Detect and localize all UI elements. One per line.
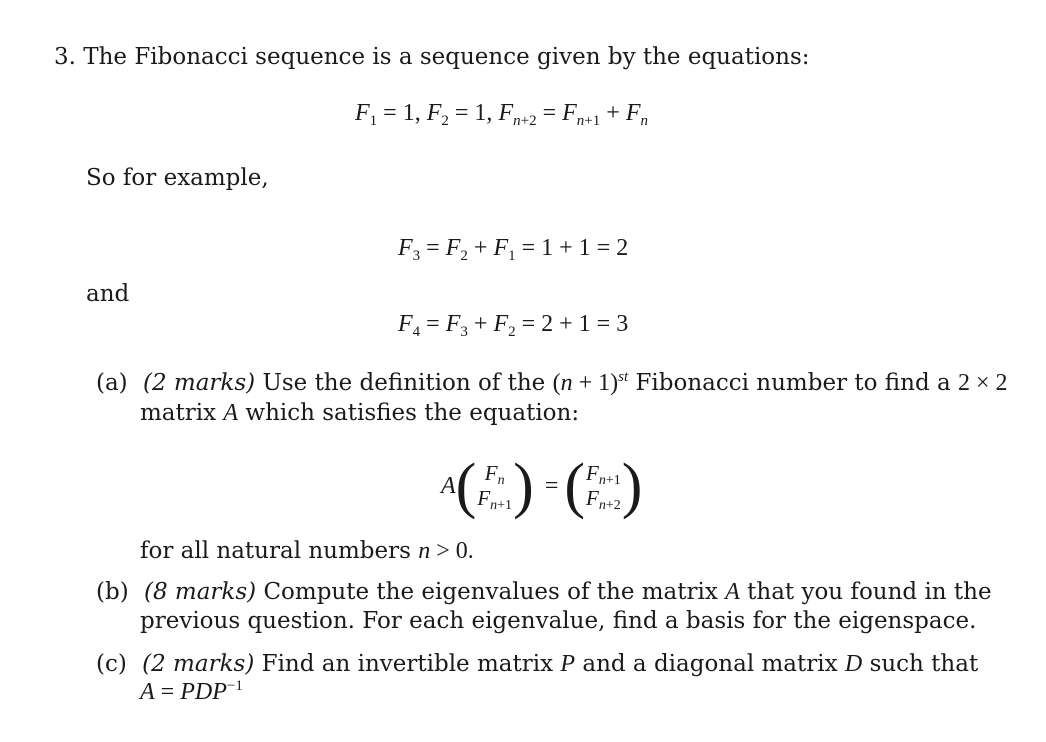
- left-paren-1: (: [455, 452, 477, 520]
- problem-number: 3.: [54, 44, 76, 70]
- part-a-after-eq: for all natural numbers: [140, 538, 411, 564]
- f3-equation: $F_3 = F_2 + F_1 = 1 + 1 = 2$: [398, 235, 629, 264]
- part-c-label: (c): [96, 651, 127, 677]
- equals-sign: =: [544, 473, 559, 499]
- part-c-line1a: Find an invertible matrix: [261, 651, 554, 677]
- part-b-marks: (8 marks): [143, 579, 257, 605]
- part-b-label: (b): [96, 579, 129, 605]
- part-c-line-1: (c) (2 marks) Find an invertible matrix P and a diagonal matrix D such that: [96, 651, 979, 677]
- part-a-line-1: [96, 368, 1008, 398]
- and-word: and: [86, 281, 130, 307]
- f4-equation: $F_4 = F_3 + F_2 = 2 + 1 = 3$: [398, 311, 629, 340]
- part-b-line-1: (b) (8 marks) Compute the eigenvalues of the matrix A that you found in the: [96, 579, 992, 605]
- fibonacci-definition-equation: $F_1 = 1$, $F_2 = 1$, $F_{n+2} = F_{n+1} + F_n$: [355, 100, 648, 129]
- part-b-line1: Compute the eigenvalues of the matrix: [263, 579, 718, 605]
- vector-right: $F_{n+1}$ $F_{n+2}$: [586, 461, 621, 513]
- part-b-line-2: previous question. For each eigenvalue, find a basis for the eigenspace.: [140, 608, 977, 634]
- part-a-matrix-word: matrix: [140, 400, 217, 426]
- example-lead: So for example,: [86, 165, 269, 191]
- part-a-condition: for all natural numbers n > 0.: [140, 538, 474, 564]
- matrix-a-term: A: [441, 473, 456, 499]
- part-c-line1b: and a diagonal matrix: [582, 651, 838, 677]
- part-a-marks: (2 marks): [142, 370, 256, 396]
- part-c-line1c: such that: [869, 651, 979, 677]
- problem-intro: The Fibonacci sequence is a sequence given by the equations:: [83, 44, 810, 70]
- vector-left: $F_n$ $F_{n+1}$: [477, 461, 513, 513]
- right-paren-2: ): [621, 452, 643, 520]
- part-a-line-2: [140, 398, 579, 428]
- part-a-size-expr: 2 × 2: [958, 370, 1008, 396]
- part-b-line1-end: that you found in the: [747, 579, 992, 605]
- matrix-equation: [441, 452, 643, 520]
- part-a-text-1: Use the definition of the: [262, 370, 546, 396]
- part-a-text-2: Fibonacci number to find a: [635, 370, 951, 396]
- part-a-index-expr: $(n + 1)^{st}$: [552, 369, 629, 396]
- problem-intro-line: [54, 43, 810, 71]
- part-a-line2-text: which satisfies the equation:: [245, 400, 580, 426]
- part-a-label: (a): [96, 370, 128, 396]
- matrix-a-symbol: A: [223, 400, 239, 426]
- part-c-marks: (2 marks): [142, 651, 255, 677]
- left-paren-2: (: [564, 452, 586, 520]
- part-c-equation: $A = PDP^{-1}$: [140, 678, 243, 705]
- right-paren-1: ): [513, 452, 534, 520]
